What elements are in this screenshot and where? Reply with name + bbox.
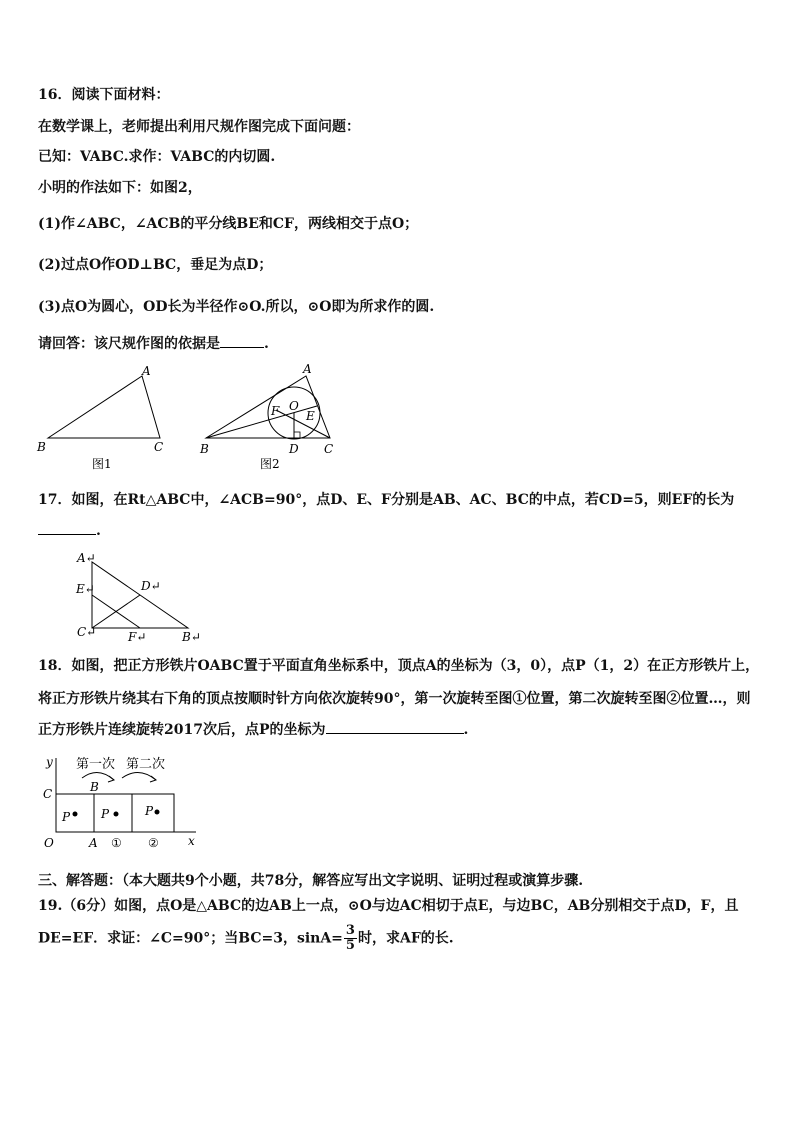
label-c: C (43, 787, 53, 801)
q19-line2-end: 时，求AF的长. (357, 930, 454, 947)
q17-label-d: D↵ (141, 579, 161, 593)
label-first-rotation: 第一次 (76, 757, 116, 772)
fig2-label-a: A (303, 362, 312, 376)
figure-q17-right-triangle (70, 550, 210, 645)
fig2-label-f: F (271, 404, 280, 418)
q17-text: 17．如图，在Rt△ABC中，∠ACB=90°，点D、E、F分别是AB、AC、BC的中点，若CD=5，则EF的长为 (38, 492, 735, 508)
fig1-label-c: C (154, 440, 164, 454)
fig2-label-c: C (324, 442, 334, 456)
q16-intro: 在数学课上，老师提出利用尺规作图完成下面问题： (38, 119, 360, 135)
q18-end: . (463, 722, 469, 738)
figure-1-triangle (30, 364, 190, 474)
q17-label-e: E↵ (76, 582, 95, 596)
label-p-1: P (62, 810, 71, 824)
q17-end: . (96, 523, 101, 539)
q16-step1: (1)作∠ABC，∠ACB的平分线BE和CF，两线相交于点O； (38, 216, 419, 232)
label-p-3: P (145, 804, 154, 818)
q19-line2-text: DE=EF．求证：∠C=90°；当BC=3，sinA= (38, 930, 343, 947)
q17-label-f: F↵ (128, 630, 147, 644)
label-x: x (188, 834, 195, 848)
q18-line3-text: 正方形铁片连续旋转2017次后，点P的坐标为 (38, 722, 326, 738)
q18-line1: 18．如图，把正方形铁片OABC置于平面直角坐标系中，顶点A的坐标为（3，0），点P（1，2）在正方形铁片上， (38, 658, 760, 674)
label-a: A (89, 836, 98, 850)
q16-title: 16．阅读下面材料： (38, 87, 170, 103)
label-p-2: P (101, 807, 110, 821)
fig2-label-d: D (289, 442, 299, 456)
q17-label-c: C↵ (77, 625, 97, 639)
point-p-3 (155, 810, 160, 815)
q16-step2: (2)过点O作OD⊥BC，垂足为点D； (38, 257, 273, 273)
q16-question-text: 请回答：该尺规作图的依据是 (38, 336, 220, 352)
figure-q18-rotating-square (36, 754, 206, 854)
point-p-1 (73, 812, 78, 817)
answer-blank (220, 335, 264, 348)
fraction-denominator: 5 (345, 938, 355, 953)
q19-line1: 19.（6分）如图，点O是△ABC的边AB上一点，⊙O与边AC相切于点E，与边BC，AB分别相交于点D，F，且 (38, 898, 739, 914)
right-angle-mark (294, 432, 300, 438)
answer-blank (326, 721, 464, 734)
fig2-label-e: E (306, 409, 315, 423)
fraction-numerator: 3 (345, 923, 355, 938)
point-p-2 (114, 812, 119, 817)
label-o: O (44, 836, 54, 850)
label-y: y (46, 755, 53, 769)
q18-line3 (38, 719, 468, 739)
bisector-cf (276, 410, 330, 438)
q17-label-a: A↵ (77, 551, 96, 565)
section-3-heading: 三、解答题：（本大题共9个小题，共78分，解答应写出文字说明、证明过程或演算步骤. (38, 873, 584, 889)
label-second-rotation: 第二次 (126, 757, 166, 772)
q16-step3: (3)点O为圆心，OD长为半径作⊙O.所以，⊙O即为所求作的圆. (38, 299, 435, 315)
q16-question (38, 333, 269, 353)
q17-answer (38, 522, 101, 539)
fig1-label-a: A (142, 364, 151, 378)
fig1-caption: 图1 (92, 457, 112, 471)
fig1-label-b: B (37, 440, 46, 454)
q17-label-b: B↵ (182, 630, 201, 644)
fig2-label-b: B (200, 442, 209, 456)
fig2-label-o: O (289, 399, 299, 413)
label-circle-1: ① (111, 836, 122, 850)
label-circle-2: ② (148, 836, 159, 850)
square-position-1 (94, 794, 132, 832)
fig2-caption: 图2 (260, 457, 280, 471)
fraction-3-5 (344, 924, 357, 953)
q16-question-end: . (264, 336, 269, 352)
q18-line2: 将正方形铁片绕其右下角的顶点按顺时针方向依次旋转90°，第一次旋转至图①位置，第二次旋转至图②位置…，则 (38, 691, 751, 707)
q16-given: 已知：VABC.求作：VABC的内切圆. (38, 149, 276, 165)
q19-line2 (38, 924, 454, 953)
answer-blank (38, 522, 96, 535)
label-b: B (90, 780, 99, 794)
q16-method: 小明的作法如下：如图2， (38, 180, 202, 196)
figure-2-incircle (196, 362, 356, 472)
